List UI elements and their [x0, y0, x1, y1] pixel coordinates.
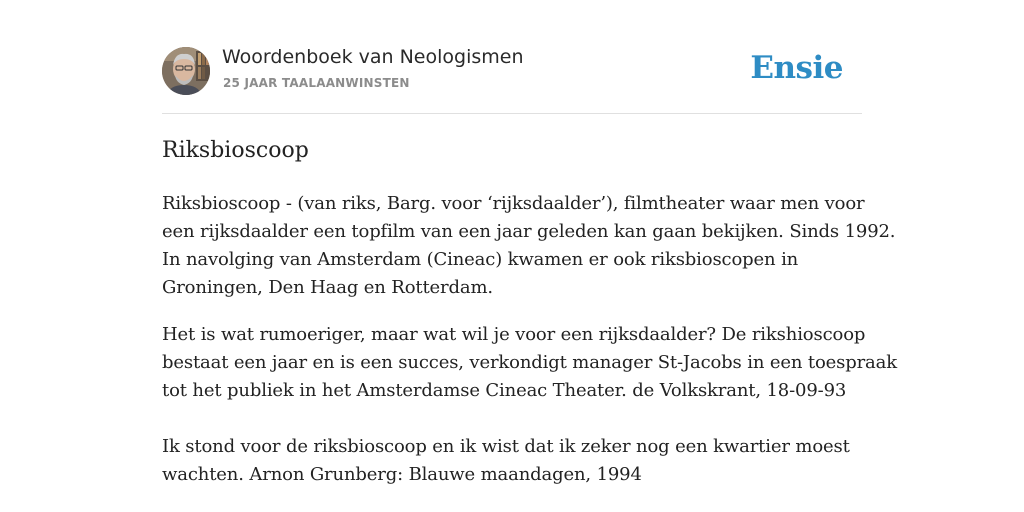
text-line: In navolging van Amsterdam (Cineac) kwamen er ook riksbioscopen in	[162, 249, 799, 270]
text-line: wachten. Arnon Grunberg: Blauwe maandagen, 1994	[162, 464, 642, 485]
quote-paragraph	[162, 321, 897, 405]
text-line: Ik stond voor de riksbioscoop en ik wist dat ik zeker nog een kwartier moest	[162, 436, 850, 457]
source-name[interactable]: Woordenboek van Neologismen	[222, 46, 524, 68]
source-subtitle: 25 JAAR TAALAANWINSTEN	[223, 76, 410, 90]
ensie-logo[interactable]: Ensie	[750, 50, 843, 86]
definition-paragraph	[162, 190, 896, 302]
entry-title: Riksbioscoop	[162, 138, 309, 163]
text-line: een rijksdaalder een topfilm van een jaar geleden kan gaan bekijken. Sinds 1992.	[162, 221, 896, 242]
text-line: tot het publiek in het Amsterdamse Cineac Theater. de Volkskrant, 18-09-93	[162, 380, 847, 401]
author-avatar[interactable]	[162, 47, 210, 95]
quote-paragraph	[162, 433, 862, 489]
text-line: Riksbioscoop - (van riks, Barg. voor ‘rijksdaalder’), filmtheater waar men voor	[162, 193, 865, 214]
entry-card	[162, 0, 897, 485]
author-photo-icon	[162, 47, 210, 95]
text-line: Groningen, Den Haag en Rotterdam.	[162, 277, 493, 298]
text-line: Het is wat rumoeriger, maar wat wil je voor een rijksdaalder? De rikshioscoop	[162, 324, 866, 345]
source-header	[162, 0, 862, 114]
text-line: bestaat een jaar en is een succes, verkondigt manager St-Jacobs in een toespraak	[162, 352, 897, 373]
